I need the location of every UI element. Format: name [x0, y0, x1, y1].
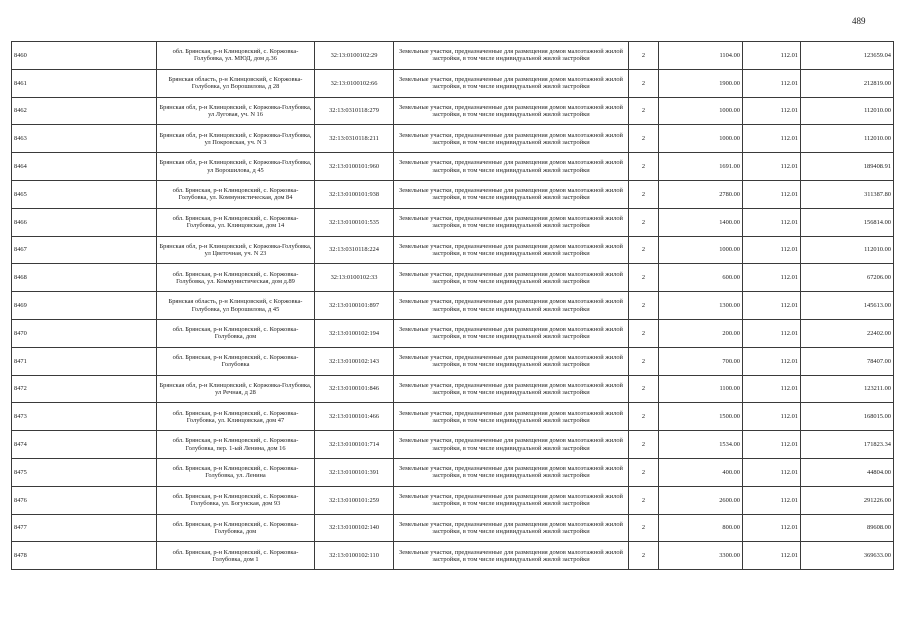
table-row	[12, 125, 894, 153]
cadastral-value-cell: 89608.00	[801, 514, 894, 542]
permitted-use-cell: Земельные участки, предназначенные для размещения домов малоэтажной жилой застройки, в том числе индивидуальной жилой застройки	[394, 319, 629, 347]
specific-value-cell: 112.01	[743, 458, 801, 486]
permitted-use-cell: Земельные участки, предназначенные для размещения домов малоэтажной жилой застройки, в том числе индивидуальной жилой застройки	[394, 153, 629, 181]
address-cell: обл. Брянская, р-н Клинцовский, с. Коржовка-Голубовка, дом 1	[157, 542, 315, 570]
cadastral-number-cell: 32:13:0100101:391	[315, 458, 394, 486]
table-row	[12, 375, 894, 403]
specific-value-cell: 112.01	[743, 514, 801, 542]
category-cell: 2	[629, 153, 659, 181]
table-row	[12, 319, 894, 347]
cadastral-number-cell: 32:13:0100102:140	[315, 514, 394, 542]
area-cell: 3300.00	[659, 542, 743, 570]
address-cell: Брянская область, р-н Клинцовский, с Коржовка-Голубовка, ул Ворошилова, д 28	[157, 69, 315, 97]
permitted-use-cell: Земельные участки, предназначенные для размещения домов малоэтажной жилой застройки, в том числе индивидуальной жилой застройки	[394, 208, 629, 236]
area-cell: 1000.00	[659, 236, 743, 264]
table-row	[12, 42, 894, 70]
category-cell: 2	[629, 236, 659, 264]
specific-value-cell: 112.01	[743, 153, 801, 181]
permitted-use-cell: Земельные участки, предназначенные для размещения домов малоэтажной жилой застройки, в том числе индивидуальной жилой застройки	[394, 486, 629, 514]
cadastral-value-cell: 156814.00	[801, 208, 894, 236]
row-number-cell: 8463	[12, 125, 157, 153]
table-row	[12, 97, 894, 125]
row-number-cell: 8465	[12, 180, 157, 208]
address-cell: обл. Брянская, р-н Клинцовский, с. Коржовка-Голубовка, ул. Богунская, дом 93	[157, 486, 315, 514]
cadastral-number-cell: 32:13:0100101:960	[315, 153, 394, 181]
cadastral-number-cell: 32:13:0310118:279	[315, 97, 394, 125]
specific-value-cell: 112.01	[743, 97, 801, 125]
area-cell: 2780.00	[659, 180, 743, 208]
address-cell: обл. Брянская, р-н Клинцовский, с. Коржовка-Голубовка, дом	[157, 514, 315, 542]
table-row	[12, 347, 894, 375]
permitted-use-cell: Земельные участки, предназначенные для размещения домов малоэтажной жилой застройки, в том числе индивидуальной жилой застройки	[394, 292, 629, 320]
cadastral-number-cell: 32:13:0100102:194	[315, 319, 394, 347]
cadastral-number-cell: 32:13:0100101:938	[315, 180, 394, 208]
address-cell: Брянская обл, р-н Клинцовский, с Коржовка-Голубовка, ул Цветочная, уч. N 23	[157, 236, 315, 264]
cadastral-value-cell: 123659.04	[801, 42, 894, 70]
row-number-cell: 8477	[12, 514, 157, 542]
address-cell: обл. Брянская, р-н Клинцовский, с. Коржовка-Голубовка, дом	[157, 319, 315, 347]
cadastral-number-cell: 32:13:0100101:259	[315, 486, 394, 514]
area-cell: 2600.00	[659, 486, 743, 514]
row-number-cell: 8464	[12, 153, 157, 181]
cadastral-number-cell: 32:13:0100101:897	[315, 292, 394, 320]
cadastral-number-cell: 32:13:0100101:714	[315, 431, 394, 459]
table-row	[12, 180, 894, 208]
cadastral-number-cell: 32:13:0100102:143	[315, 347, 394, 375]
permitted-use-cell: Земельные участки, предназначенные для размещения домов малоэтажной жилой застройки, в том числе индивидуальной жилой застройки	[394, 458, 629, 486]
specific-value-cell: 112.01	[743, 292, 801, 320]
permitted-use-cell: Земельные участки, предназначенные для размещения домов малоэтажной жилой застройки, в том числе индивидуальной жилой застройки	[394, 542, 629, 570]
table-row	[12, 292, 894, 320]
row-number-cell: 8469	[12, 292, 157, 320]
area-cell: 200.00	[659, 319, 743, 347]
row-number-cell: 8460	[12, 42, 157, 70]
address-cell: Брянская обл, р-н Клинцовский, с Коржовка-Голубовка, ул Ворошилова, д 45	[157, 153, 315, 181]
area-cell: 1691.00	[659, 153, 743, 181]
cadastral-value-cell: 67206.00	[801, 264, 894, 292]
cadastral-number-cell: 32:13:0100102:33	[315, 264, 394, 292]
cadastral-number-cell: 32:13:0100101:466	[315, 403, 394, 431]
address-cell: обл. Брянская, р-н Клинцовский, с. Коржовка-Голубовка, ул. Клинцовская, дом 14	[157, 208, 315, 236]
specific-value-cell: 112.01	[743, 42, 801, 70]
table-row	[12, 542, 894, 570]
cadastral-number-cell: 32:13:0310118:224	[315, 236, 394, 264]
permitted-use-cell: Земельные участки, предназначенные для размещения домов малоэтажной жилой застройки, в том числе индивидуальной жилой застройки	[394, 403, 629, 431]
specific-value-cell: 112.01	[743, 208, 801, 236]
permitted-use-cell: Земельные участки, предназначенные для размещения домов малоэтажной жилой застройки, в том числе индивидуальной жилой застройки	[394, 69, 629, 97]
area-cell: 1500.00	[659, 403, 743, 431]
table-row	[12, 458, 894, 486]
specific-value-cell: 112.01	[743, 486, 801, 514]
permitted-use-cell: Земельные участки, предназначенные для размещения домов малоэтажной жилой застройки, в том числе индивидуальной жилой застройки	[394, 180, 629, 208]
category-cell: 2	[629, 42, 659, 70]
land-registry-table	[11, 41, 894, 570]
cadastral-number-cell: 32:13:0310118:211	[315, 125, 394, 153]
address-cell: Брянская обл, р-н Клинцовский, с Коржовка-Голубовка, ул Покровская, уч. N 3	[157, 125, 315, 153]
cadastral-value-cell: 112010.00	[801, 125, 894, 153]
area-cell: 600.00	[659, 264, 743, 292]
cadastral-value-cell: 291226.00	[801, 486, 894, 514]
row-number-cell: 8478	[12, 542, 157, 570]
area-cell: 1534.00	[659, 431, 743, 459]
specific-value-cell: 112.01	[743, 403, 801, 431]
table-row	[12, 69, 894, 97]
row-number-cell: 8468	[12, 264, 157, 292]
cadastral-value-cell: 189408.91	[801, 153, 894, 181]
specific-value-cell: 112.01	[743, 236, 801, 264]
table-row	[12, 514, 894, 542]
address-cell: Брянская обл, р-н Клинцовский, с Коржовка-Голубовка, ул Луговая, уч. N 16	[157, 97, 315, 125]
permitted-use-cell: Земельные участки, предназначенные для размещения домов малоэтажной жилой застройки, в том числе индивидуальной жилой застройки	[394, 347, 629, 375]
cadastral-number-cell: 32:13:0100102:66	[315, 69, 394, 97]
permitted-use-cell: Земельные участки, предназначенные для размещения домов малоэтажной жилой застройки, в том числе индивидуальной жилой застройки	[394, 375, 629, 403]
table-row	[12, 403, 894, 431]
category-cell: 2	[629, 208, 659, 236]
address-cell: Брянская обл, р-н Клинцовский, с Коржовка-Голубовка, ул Речная, д 28	[157, 375, 315, 403]
permitted-use-cell: Земельные участки, предназначенные для размещения домов малоэтажной жилой застройки, в том числе индивидуальной жилой застройки	[394, 264, 629, 292]
table-row	[12, 264, 894, 292]
area-cell: 1400.00	[659, 208, 743, 236]
category-cell: 2	[629, 264, 659, 292]
cadastral-number-cell: 32:13:0100102:110	[315, 542, 394, 570]
row-number-cell: 8462	[12, 97, 157, 125]
cadastral-value-cell: 78407.00	[801, 347, 894, 375]
cadastral-value-cell: 311387.80	[801, 180, 894, 208]
category-cell: 2	[629, 292, 659, 320]
address-cell: обл. Брянская, р-н Клинцовский, с. Коржовка-Голубовка, ул. МЮД, дом д.36	[157, 42, 315, 70]
address-cell: обл. Брянская, р-н Клинцовский, с. Коржовка-Голубовка, ул. Коммунистическая, дом д.89	[157, 264, 315, 292]
table-body	[12, 42, 894, 570]
table-row	[12, 486, 894, 514]
area-cell: 700.00	[659, 347, 743, 375]
row-number-cell: 8474	[12, 431, 157, 459]
category-cell: 2	[629, 375, 659, 403]
cadastral-value-cell: 112010.00	[801, 97, 894, 125]
cadastral-value-cell: 369633.00	[801, 542, 894, 570]
area-cell: 1000.00	[659, 97, 743, 125]
table-row	[12, 236, 894, 264]
row-number-cell: 8466	[12, 208, 157, 236]
cadastral-value-cell: 171823.34	[801, 431, 894, 459]
category-cell: 2	[629, 458, 659, 486]
row-number-cell: 8476	[12, 486, 157, 514]
address-cell: обл. Брянская, р-н Клинцовский, с. Коржовка-Голубовка, ул. Ленина	[157, 458, 315, 486]
permitted-use-cell: Земельные участки, предназначенные для размещения домов малоэтажной жилой застройки, в том числе индивидуальной жилой застройки	[394, 125, 629, 153]
cadastral-number-cell: 32:13:0100101:846	[315, 375, 394, 403]
table-row	[12, 431, 894, 459]
table-row	[12, 153, 894, 181]
category-cell: 2	[629, 542, 659, 570]
specific-value-cell: 112.01	[743, 125, 801, 153]
address-cell: обл. Брянская, р-н Клинцовский, с. Коржовка-Голубовка, ул. Коммунистическая, дом 84	[157, 180, 315, 208]
specific-value-cell: 112.01	[743, 375, 801, 403]
row-number-cell: 8467	[12, 236, 157, 264]
category-cell: 2	[629, 97, 659, 125]
specific-value-cell: 112.01	[743, 264, 801, 292]
cadastral-value-cell: 168015.00	[801, 403, 894, 431]
cadastral-value-cell: 145613.00	[801, 292, 894, 320]
specific-value-cell: 112.01	[743, 347, 801, 375]
category-cell: 2	[629, 319, 659, 347]
row-number-cell: 8472	[12, 375, 157, 403]
cadastral-value-cell: 212819.00	[801, 69, 894, 97]
area-cell: 1104.00	[659, 42, 743, 70]
address-cell: обл. Брянская, р-н Клинцовский, с. Коржовка-Голубовка	[157, 347, 315, 375]
row-number-cell: 8461	[12, 69, 157, 97]
cadastral-value-cell: 22402.00	[801, 319, 894, 347]
specific-value-cell: 112.01	[743, 542, 801, 570]
specific-value-cell: 112.01	[743, 180, 801, 208]
category-cell: 2	[629, 514, 659, 542]
row-number-cell: 8475	[12, 458, 157, 486]
area-cell: 1300.00	[659, 292, 743, 320]
area-cell: 1900.00	[659, 69, 743, 97]
row-number-cell: 8470	[12, 319, 157, 347]
permitted-use-cell: Земельные участки, предназначенные для размещения домов малоэтажной жилой застройки, в том числе индивидуальной жилой застройки	[394, 431, 629, 459]
table-row	[12, 208, 894, 236]
permitted-use-cell: Земельные участки, предназначенные для размещения домов малоэтажной жилой застройки, в том числе индивидуальной жилой застройки	[394, 42, 629, 70]
specific-value-cell: 112.01	[743, 319, 801, 347]
category-cell: 2	[629, 431, 659, 459]
specific-value-cell: 112.01	[743, 69, 801, 97]
cadastral-number-cell: 32:13:0100102:29	[315, 42, 394, 70]
address-cell: Брянская область, р-н Клинцовский, с Коржовка-Голубовка, ул Ворошилова, д 45	[157, 292, 315, 320]
specific-value-cell: 112.01	[743, 431, 801, 459]
category-cell: 2	[629, 486, 659, 514]
permitted-use-cell: Земельные участки, предназначенные для размещения домов малоэтажной жилой застройки, в том числе индивидуальной жилой застройки	[394, 236, 629, 264]
category-cell: 2	[629, 180, 659, 208]
address-cell: обл. Брянская, р-н Клинцовский, с. Коржовка-Голубовка, пер. 1-ый Ленина, дом 16	[157, 431, 315, 459]
category-cell: 2	[629, 347, 659, 375]
row-number-cell: 8473	[12, 403, 157, 431]
cadastral-number-cell: 32:13:0100101:535	[315, 208, 394, 236]
category-cell: 2	[629, 69, 659, 97]
category-cell: 2	[629, 125, 659, 153]
permitted-use-cell: Земельные участки, предназначенные для размещения домов малоэтажной жилой застройки, в том числе индивидуальной жилой застройки	[394, 97, 629, 125]
permitted-use-cell: Земельные участки, предназначенные для размещения домов малоэтажной жилой застройки, в том числе индивидуальной жилой застройки	[394, 514, 629, 542]
cadastral-value-cell: 123211.00	[801, 375, 894, 403]
row-number-cell: 8471	[12, 347, 157, 375]
area-cell: 800.00	[659, 514, 743, 542]
page-number: 489	[852, 16, 866, 26]
area-cell: 400.00	[659, 458, 743, 486]
category-cell: 2	[629, 403, 659, 431]
area-cell: 1000.00	[659, 125, 743, 153]
area-cell: 1100.00	[659, 375, 743, 403]
address-cell: обл. Брянская, р-н Клинцовский, с. Коржовка-Голубовка, ул. Клинцовская, дом 47	[157, 403, 315, 431]
cadastral-value-cell: 112010.00	[801, 236, 894, 264]
cadastral-value-cell: 44804.00	[801, 458, 894, 486]
